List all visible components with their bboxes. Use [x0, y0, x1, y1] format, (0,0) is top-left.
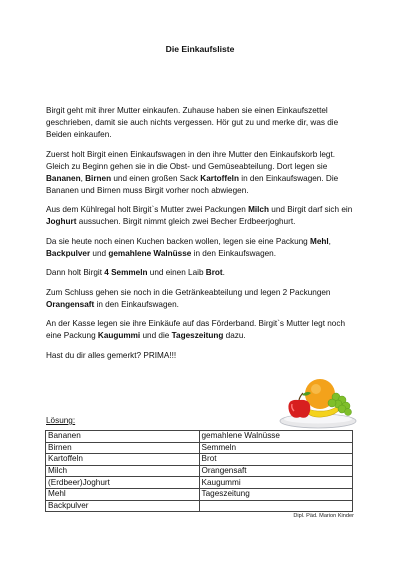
story-text-run: und — [90, 248, 109, 258]
story-text-run: , — [80, 173, 86, 183]
story-paragraph — [46, 318, 358, 342]
story-text-run: und die — [140, 331, 172, 340]
story-paragraph — [46, 105, 358, 141]
story-text-run: und einen Laib — [147, 268, 206, 277]
table-cell: Semmeln — [199, 442, 353, 454]
story-text-run: Zuerst holt Birgit einen Einkaufswagen in den ihre Mutter den Einkaufskorb legt. Gleich zu Beginn gehen sie in die Obst- und Gemüseabteilung. Dort legen sie — [46, 149, 335, 171]
shopping-item: Birnen — [85, 173, 112, 183]
shopping-item: Kaugummi — [97, 331, 141, 340]
story-text-run: , — [328, 236, 331, 246]
story-text-run: Zum Schluss gehen sie noch in die Getränkeabteilung und legen 2 Packungen — [46, 287, 331, 297]
story-text-run: Da sie heute noch einen Kuchen backen wollen, legen sie eine Packung — [46, 236, 311, 246]
fruit-bowl-illustration — [276, 371, 358, 429]
story-text — [46, 105, 358, 369]
table-row — [46, 454, 353, 466]
table-cell: Brot — [199, 454, 353, 466]
story-text-run: in den Einkaufswagen. — [191, 248, 277, 258]
author-credit: Dipl. Päd. Marion Kinder — [293, 513, 354, 519]
solution-table — [45, 430, 353, 512]
shopping-item: 4 Semmeln — [104, 268, 148, 277]
story-text-run: aussuchen. Birgit nimmt gleich zwei Becher Erdbeerjoghurt. — [76, 217, 296, 226]
page-title: Die Einkaufsliste — [165, 44, 235, 54]
shopping-item: Kartoffeln — [200, 173, 239, 183]
story-text-run: und Birgit darf sich ein — [269, 205, 353, 214]
story-paragraph — [46, 267, 358, 279]
table-cell: Mehl — [46, 488, 200, 500]
story-paragraph — [46, 287, 358, 311]
table-row — [46, 442, 353, 454]
table-cell: Milch — [46, 465, 200, 477]
story-text-run: An der Kasse legen sie ihre Einkäufe auf das Förderband. Birgit`s Mutter legt noch eine Packung — [46, 319, 346, 340]
table-cell: Kaugummi — [199, 477, 353, 489]
table-cell: Kartoffeln — [46, 454, 200, 466]
story-text-run: dazu. — [223, 331, 246, 340]
shopping-item: Milch — [248, 205, 269, 214]
story-paragraph — [46, 149, 358, 197]
table-cell: gemahlene Walnüsse — [199, 431, 353, 443]
table-cell: Bananen — [46, 431, 200, 443]
shopping-item: Orangensaft — [46, 299, 95, 309]
table-cell: Orangensaft — [199, 465, 353, 477]
story-paragraph — [46, 204, 358, 228]
table-cell: (Erdbeer)Joghurt — [46, 477, 200, 489]
table-cell — [199, 500, 353, 512]
table-cell: Backpulver — [46, 500, 200, 512]
shopping-item: Joghurt — [46, 217, 77, 226]
shopping-item: gemahlene Walnüsse — [108, 248, 192, 258]
story-text-run: Birgit geht mit ihrer Mutter einkaufen. Zuhause haben sie einen Einkaufszettel geschrieben, damit sie auch nichts vergessen. Hör gut zu und merke dir, was die Beiden einkaufen. — [46, 106, 339, 139]
solution-heading: Lösung: — [46, 416, 76, 425]
story-text-run: Dann holt Birgit — [46, 268, 105, 277]
shopping-item: Mehl — [310, 236, 329, 246]
table-row — [46, 488, 353, 500]
table-cell: Birnen — [46, 442, 200, 454]
table-row — [46, 477, 353, 489]
story-paragraph — [46, 236, 358, 260]
shopping-item: Backpulver — [46, 248, 91, 258]
story-text-run: . — [222, 268, 225, 277]
story-text-run: und einen großen Sack — [111, 173, 201, 183]
shopping-item: Bananen — [46, 173, 81, 183]
table-row — [46, 431, 353, 443]
table-row — [46, 465, 353, 477]
story-text-run: Hast du dir alles gemerkt? PRIMA!!! — [46, 350, 177, 360]
story-text-run: Aus dem Kühlregal holt Birgit`s Mutter zwei Packungen — [46, 205, 249, 214]
story-text-run: in den Einkaufswagen. — [94, 299, 179, 309]
table-cell: Tageszeitung — [199, 488, 353, 500]
shopping-item: Brot — [205, 268, 223, 277]
story-paragraph — [46, 350, 358, 362]
shopping-item: Tageszeitung — [171, 331, 224, 340]
story-text-run: in den Einkaufswagen. Die Bananen und Birnen muss Birgit vorher noch abwiegen. — [46, 173, 339, 195]
table-row — [46, 500, 353, 512]
